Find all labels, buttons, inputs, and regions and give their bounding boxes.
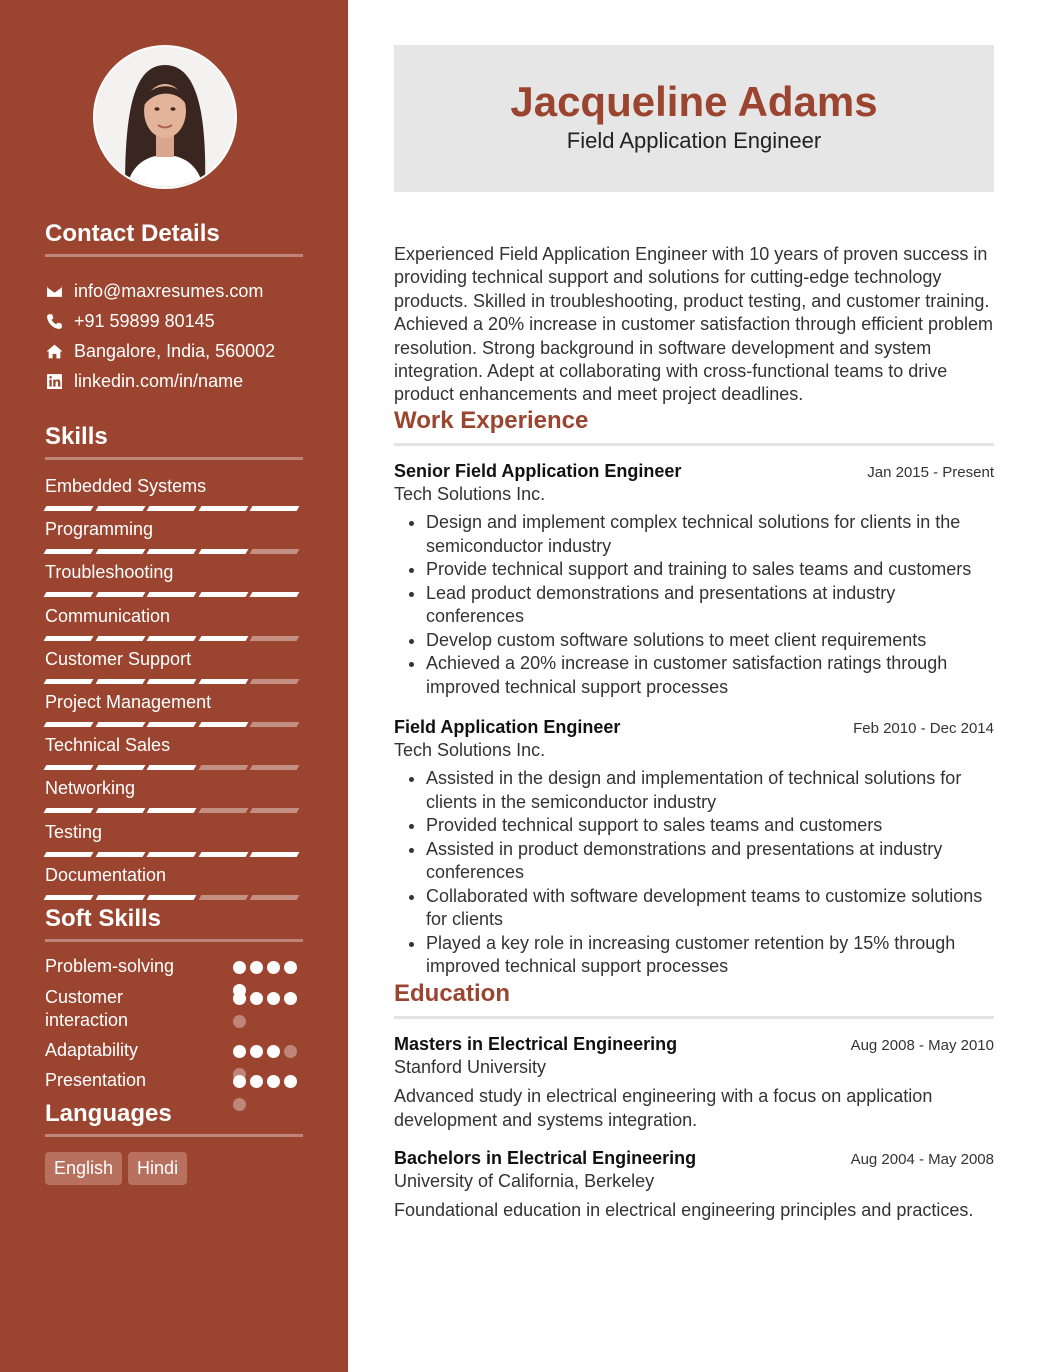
rating-dot bbox=[267, 1075, 280, 1088]
edu-degree: Masters in Electrical Engineering bbox=[394, 1034, 678, 1054]
edu-degree: Bachelors in Electrical Engineering bbox=[394, 1148, 697, 1168]
summary: Experienced Field Application Engineer with 10 years of proven success in providing technical support and solutions for cutting-edge technology products. Skilled in troubleshooting, product testing, and customer training. Achieved a 20% increase in customer satisfaction through efficient problem resolution. Strong background in software development and system integration. Adept at collaborating with cross-functional teams to drive product enhancements and meet project deadlines. bbox=[394, 244, 993, 405]
soft-skill-item bbox=[45, 1039, 303, 1069]
skill-level-segment bbox=[250, 722, 299, 727]
soft-skill-name: Adaptability bbox=[45, 1040, 139, 1060]
skill-level-segment bbox=[44, 895, 93, 900]
skill-level-segment bbox=[44, 808, 93, 813]
soft-skill-item bbox=[45, 1069, 303, 1102]
skill-level-bar bbox=[45, 679, 303, 684]
skill-level-segment bbox=[147, 679, 196, 684]
profile-photo bbox=[95, 47, 235, 187]
contact-linkedin-text: linkedin.com/in/name bbox=[74, 370, 244, 391]
skill-level-segment bbox=[147, 852, 196, 857]
header bbox=[394, 45, 994, 192]
skill-item bbox=[45, 517, 303, 560]
job-bullet: • Develop custom software solutions to meet client requirements bbox=[426, 629, 994, 653]
rating-dot bbox=[267, 961, 280, 974]
education-heading: Education bbox=[394, 980, 994, 1019]
rating-dot bbox=[267, 992, 280, 1005]
skill-level-segment bbox=[95, 808, 144, 813]
job-company: Tech Solutions Inc. bbox=[394, 484, 546, 504]
skill-level-segment bbox=[95, 722, 144, 727]
skill-level-segment bbox=[250, 852, 299, 857]
skill-level-segment bbox=[198, 679, 247, 684]
rating-dot bbox=[233, 1075, 246, 1088]
skill-item bbox=[45, 647, 303, 690]
skill-name: Customer Support bbox=[45, 648, 192, 669]
job-bullet: • Assisted in the design and implementation of technical solutions for clients in the semiconductor industry bbox=[426, 767, 994, 814]
skill-level-bar bbox=[45, 895, 303, 900]
skills-list bbox=[45, 474, 303, 906]
soft-skill-item bbox=[45, 955, 303, 986]
skill-level-segment bbox=[198, 506, 247, 511]
soft-skill-rating bbox=[233, 1039, 303, 1063]
soft-skill-name: Problem-solving bbox=[45, 956, 175, 976]
skill-level-segment bbox=[44, 506, 93, 511]
skill-level-segment bbox=[44, 679, 93, 684]
job-bullets bbox=[394, 767, 994, 979]
skill-level-segment bbox=[250, 636, 299, 641]
skill-name: Troubleshooting bbox=[45, 562, 174, 583]
sidebar bbox=[0, 0, 348, 1372]
edu-dates: Aug 2004 - May 2008 bbox=[850, 1151, 994, 1168]
edu-school: University of California, Berkeley bbox=[394, 1171, 655, 1191]
job-role: Field Application Engineer bbox=[394, 717, 621, 737]
skill-item bbox=[45, 863, 303, 906]
skill-level-segment bbox=[250, 808, 299, 813]
skill-name: Documentation bbox=[45, 864, 167, 885]
skill-level-bar bbox=[45, 765, 303, 770]
rating-dot bbox=[233, 1045, 246, 1058]
skill-level-segment bbox=[44, 549, 93, 554]
skill-level-bar bbox=[45, 549, 303, 554]
job-bullet: • Provide technical support and training to sales teams and customers bbox=[426, 558, 994, 582]
job-entry bbox=[394, 717, 994, 979]
contact-phone-text: +91 59899 80145 bbox=[74, 310, 215, 331]
languages-list bbox=[45, 1152, 187, 1185]
skill-item bbox=[45, 604, 303, 647]
skill-level-segment bbox=[147, 592, 196, 597]
contact-email-text: info@maxresumes.com bbox=[74, 280, 264, 301]
skill-name: Technical Sales bbox=[45, 735, 171, 756]
skill-level-segment bbox=[147, 722, 196, 727]
skill-level-segment bbox=[198, 636, 247, 641]
skill-level-segment bbox=[95, 852, 144, 857]
skill-name: Embedded Systems bbox=[45, 476, 207, 496]
language-tag: Hindi bbox=[128, 1152, 187, 1185]
rating-dot bbox=[284, 961, 297, 974]
skill-level-segment bbox=[95, 506, 144, 511]
edu-description: Foundational education in electrical engineering principles and practices. bbox=[394, 1200, 974, 1220]
skill-level-bar bbox=[45, 808, 303, 813]
languages-heading: Languages bbox=[45, 1100, 303, 1137]
skill-level-segment bbox=[250, 895, 299, 900]
job-role: Senior Field Application Engineer bbox=[394, 461, 682, 481]
contact-address-text: Bangalore, India, 560002 bbox=[74, 340, 276, 361]
job-bullet: • Design and implement complex technical solutions for clients in the semiconductor industry bbox=[426, 511, 994, 558]
rating-dot bbox=[284, 1045, 297, 1058]
skill-level-segment bbox=[147, 636, 196, 641]
soft-skills-heading: Soft Skills bbox=[45, 905, 303, 942]
linkedin-icon bbox=[45, 372, 63, 390]
skill-level-segment bbox=[198, 722, 247, 727]
skill-item bbox=[45, 776, 303, 819]
skill-name: Testing bbox=[45, 821, 103, 842]
skill-name: Networking bbox=[45, 778, 136, 799]
rating-dot bbox=[233, 992, 246, 1005]
skill-level-segment bbox=[147, 895, 196, 900]
skill-level-segment bbox=[198, 592, 247, 597]
skill-level-segment bbox=[95, 895, 144, 900]
avatar bbox=[93, 45, 237, 189]
rating-dot bbox=[250, 961, 263, 974]
job-bullet: • Lead product demonstrations and presentations at industry conferences bbox=[426, 582, 994, 629]
skill-level-bar bbox=[45, 592, 303, 597]
job-entry bbox=[394, 461, 994, 699]
skill-name: Project Management bbox=[45, 691, 212, 712]
skill-level-segment bbox=[147, 549, 196, 554]
job-bullet: • Collaborated with software development teams to customize solutions for clients bbox=[426, 885, 994, 932]
job-company: Tech Solutions Inc. bbox=[394, 740, 546, 760]
skill-level-segment bbox=[44, 636, 93, 641]
job-bullets bbox=[394, 511, 994, 699]
skill-item bbox=[45, 560, 303, 603]
soft-skill-name: Presentation bbox=[45, 1070, 147, 1090]
skills-heading: Skills bbox=[45, 423, 303, 460]
rating-dot bbox=[284, 1075, 297, 1088]
skill-name: Communication bbox=[45, 605, 171, 626]
skill-level-segment bbox=[198, 895, 247, 900]
skill-level-segment bbox=[198, 808, 247, 813]
skill-level-segment bbox=[44, 765, 93, 770]
rating-dot bbox=[250, 1075, 263, 1088]
skill-name: Programming bbox=[45, 519, 154, 540]
rating-dot bbox=[250, 992, 263, 1005]
skill-level-bar bbox=[45, 506, 303, 511]
rating-dot bbox=[284, 992, 297, 1005]
skill-level-segment bbox=[198, 852, 247, 857]
skill-level-segment bbox=[250, 506, 299, 511]
skill-level-segment bbox=[250, 592, 299, 597]
skill-level-segment bbox=[250, 679, 299, 684]
soft-skill-rating bbox=[233, 955, 303, 979]
skill-level-bar bbox=[45, 722, 303, 727]
education-entry bbox=[394, 1148, 994, 1223]
contact-linkedin[interactable] bbox=[45, 366, 305, 396]
job-bullet: • Provided technical support to sales teams and customers bbox=[426, 814, 994, 838]
email-icon bbox=[45, 282, 63, 300]
skill-level-segment bbox=[198, 765, 247, 770]
skill-item bbox=[45, 690, 303, 733]
candidate-name: Jacqueline Adams bbox=[510, 78, 878, 125]
soft-skills-list bbox=[45, 955, 303, 1102]
skill-level-segment bbox=[95, 679, 144, 684]
candidate-title: Field Application Engineer bbox=[566, 128, 822, 153]
job-dates: Jan 2015 - Present bbox=[867, 464, 994, 481]
phone-icon bbox=[45, 312, 63, 330]
job-bullet: • Assisted in product demonstrations and presentations at industry conferences bbox=[426, 838, 994, 885]
contact-email[interactable] bbox=[45, 276, 305, 306]
contact-address bbox=[45, 336, 305, 366]
skill-level-segment bbox=[95, 765, 144, 770]
soft-skill-item bbox=[45, 986, 303, 1039]
skill-level-segment bbox=[44, 852, 93, 857]
soft-skill-rating bbox=[233, 986, 303, 1010]
rating-dot bbox=[233, 961, 246, 974]
skill-level-bar bbox=[45, 636, 303, 641]
language-tag: English bbox=[45, 1152, 122, 1185]
skill-level-segment bbox=[198, 549, 247, 554]
contact-list bbox=[45, 276, 305, 396]
skill-level-segment bbox=[95, 549, 144, 554]
work-heading: Work Experience bbox=[394, 407, 994, 446]
skill-level-segment bbox=[250, 765, 299, 770]
rating-dot bbox=[233, 1015, 246, 1028]
soft-skill-rating bbox=[233, 1069, 303, 1093]
skill-level-segment bbox=[147, 765, 196, 770]
soft-skill-name: Customer interaction bbox=[45, 987, 129, 1030]
skill-level-segment bbox=[44, 592, 93, 597]
skill-item bbox=[45, 474, 303, 517]
edu-description: Advanced study in electrical engineering with a focus on application development and systems integration. bbox=[394, 1086, 933, 1130]
skill-level-segment bbox=[250, 549, 299, 554]
skill-level-segment bbox=[147, 808, 196, 813]
rating-dot bbox=[250, 1045, 263, 1058]
skill-level-segment bbox=[147, 506, 196, 511]
home-icon bbox=[45, 342, 63, 360]
skill-level-segment bbox=[95, 636, 144, 641]
skill-item bbox=[45, 733, 303, 776]
skill-level-bar bbox=[45, 852, 303, 857]
job-bullet: • Achieved a 20% increase in customer satisfaction ratings through improved technical support processes bbox=[426, 652, 994, 699]
skill-item bbox=[45, 820, 303, 863]
job-bullet: • Played a key role in increasing customer retention by 15% through improved technical support processes bbox=[426, 932, 994, 979]
skill-level-segment bbox=[95, 592, 144, 597]
edu-school: Stanford University bbox=[394, 1057, 547, 1077]
rating-dot bbox=[267, 1045, 280, 1058]
edu-dates: Aug 2008 - May 2010 bbox=[850, 1037, 994, 1054]
contact-heading: Contact Details bbox=[45, 220, 303, 257]
skill-level-segment bbox=[44, 722, 93, 727]
job-dates: Feb 2010 - Dec 2014 bbox=[853, 720, 994, 737]
main-content bbox=[394, 45, 994, 1220]
education-entry bbox=[394, 1034, 994, 1132]
contact-phone[interactable] bbox=[45, 306, 305, 336]
